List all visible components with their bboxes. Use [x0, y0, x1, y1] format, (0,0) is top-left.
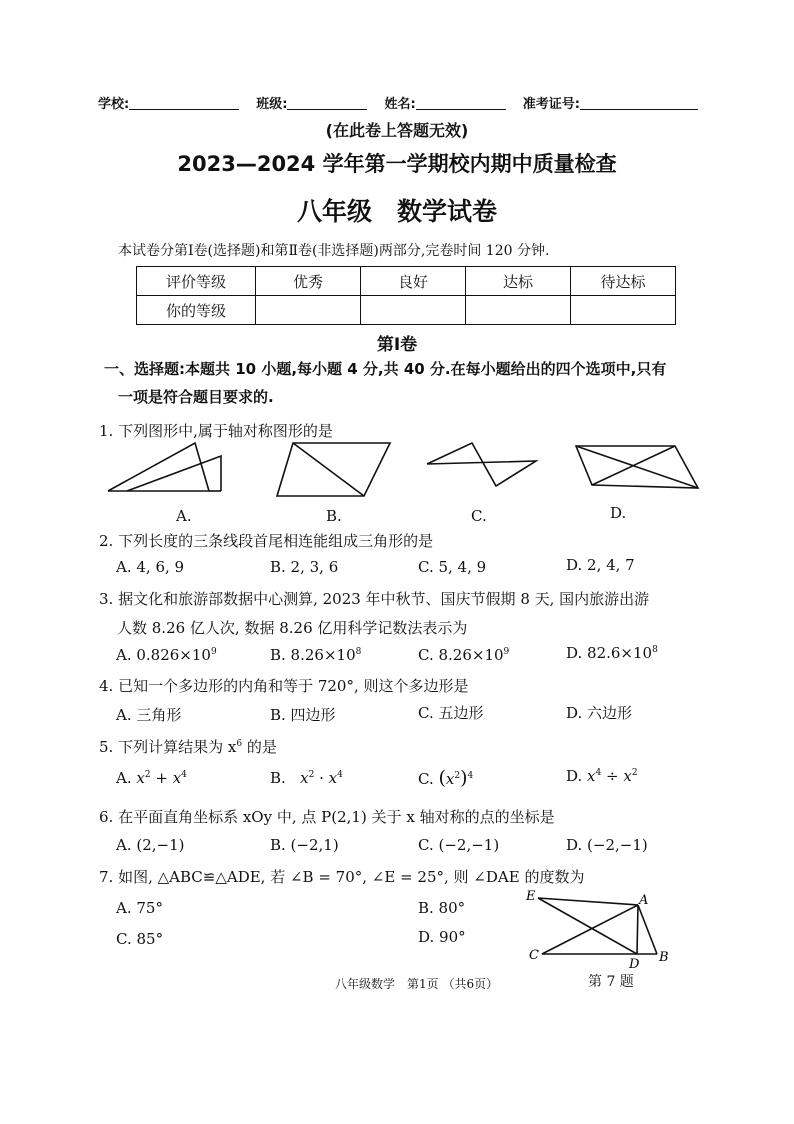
page-subtitle: 八年级 数学试卷 — [296, 197, 497, 226]
q7-line-ad — [637, 905, 638, 954]
q2-option-a[interactable]: A. 4, 6, 9 — [116, 558, 185, 576]
q7-line-ed — [538, 898, 637, 954]
grade-input-cell[interactable] — [466, 296, 571, 325]
grade-input-cell[interactable] — [361, 296, 466, 325]
intro-text: 本试卷分第Ⅰ卷(选择题)和第Ⅱ卷(非选择题)两部分,完卷时间 120 分钟. — [118, 243, 550, 259]
q7-option-c[interactable]: C. 85° — [116, 930, 164, 948]
q1-figure-a — [108, 443, 221, 491]
q5-option-d-label: D. — [566, 767, 583, 785]
grade-cell: 良好 — [361, 267, 466, 296]
grade-cell: 评价等级 — [137, 267, 256, 296]
name-field[interactable] — [416, 97, 506, 110]
q1-figure-c — [427, 443, 536, 486]
q5-stem-post: 的是 — [242, 738, 277, 756]
q7-option-b[interactable]: B. 80° — [418, 899, 466, 917]
school-label: 学校: — [98, 97, 130, 112]
grade-table-row — [137, 267, 676, 296]
q3-option-c-text: C. 8.26×10 — [418, 646, 504, 664]
q2-option-c[interactable]: C. 5, 4, 9 — [418, 558, 487, 576]
q7-figure — [520, 884, 685, 972]
q3-option-b-text: B. 8.26×10 — [270, 646, 356, 664]
q7-figure-caption: 第 7 题 — [588, 974, 634, 990]
q7-label-e: E — [526, 889, 536, 904]
q6-option-a[interactable]: A. (2,−1) — [116, 836, 185, 854]
q6-option-d[interactable]: D. (−2,−1) — [566, 836, 648, 854]
q1-option-a[interactable]: A. — [176, 507, 192, 525]
q5-option-b-label: B. — [270, 769, 286, 787]
name-label: 姓名: — [384, 97, 416, 112]
q3-option-a-exp: 9 — [210, 647, 217, 657]
grade-input-cell[interactable] — [571, 296, 676, 325]
q2-option-b[interactable]: B. 2, 3, 6 — [270, 558, 339, 576]
q7-label-c: C — [529, 948, 539, 963]
header-line — [98, 93, 698, 112]
q3-stem-line1: 3. 据文化和旅游部数据中心测算, 2023 年中秋节、国庆节假期 8 天, 国内旅游出游 — [99, 590, 650, 608]
q3-option-c[interactable] — [418, 646, 509, 664]
q3-option-a-text: A. 0.826×10 — [116, 646, 211, 664]
q5-option-d[interactable]: D. $x^4 \div x^2$ — [566, 767, 638, 785]
q6-stem: 6. 在平面直角坐标系 xOy 中, 点 P(2,1) 关于 x 轴对称的点的坐标是 — [99, 808, 555, 826]
q5-option-c-label: C. — [418, 770, 434, 788]
q4-stem: 4. 已知一个多边形的内角和等于 720°, 则这个多边形是 — [99, 677, 469, 695]
notice: (在此卷上答题无效) — [325, 121, 469, 140]
q4-option-a[interactable]: A. 三角形 — [116, 706, 182, 724]
page-title: 2023—2024 学年第一学期校内期中质量检查 — [177, 152, 617, 176]
q3-option-d[interactable] — [566, 644, 658, 662]
q5-stem — [99, 736, 277, 757]
grade-cell: 优秀 — [256, 267, 361, 296]
q1-option-c[interactable]: C. — [471, 507, 487, 525]
grade-table — [136, 266, 676, 325]
q5-option-a[interactable]: A. $x^2 + x^4$ — [116, 769, 187, 787]
q4-option-d[interactable]: D. 六边形 — [566, 704, 633, 722]
q4-option-b[interactable]: B. 四边形 — [270, 706, 336, 724]
q7-label-a: A — [639, 893, 649, 908]
q3-option-d-exp: 8 — [652, 645, 658, 655]
grade-cell: 你的等级 — [137, 296, 256, 325]
school-field[interactable] — [129, 97, 239, 110]
q5-option-c[interactable]: C. $(x^2)^4$ — [418, 767, 474, 789]
q7-label-d: D — [629, 957, 640, 972]
class-label: 班级: — [256, 97, 288, 112]
q3-option-a[interactable] — [116, 646, 217, 664]
q7-stem: 7. 如图, △ABC≌△ADE, 若 ∠B = 70°, ∠E = 25°, 则 ∠DAE 的度数为 — [99, 868, 585, 886]
grade-input-cell[interactable] — [256, 296, 361, 325]
q1-stem: 1. 下列图形中,属于轴对称图形的是 — [99, 422, 333, 440]
q7-option-a[interactable]: A. 75° — [116, 899, 163, 917]
grade-cell: 达标 — [466, 267, 571, 296]
q5-stem-pre: 5. 下列计算结果为 x — [99, 738, 237, 756]
q3-option-b-exp: 8 — [355, 647, 362, 657]
q7-line-ab — [638, 905, 657, 954]
q7-option-d[interactable]: D. 90° — [418, 928, 466, 946]
q3-option-c-exp: 9 — [503, 647, 510, 657]
q3-option-b[interactable] — [270, 646, 361, 664]
q3-option-d-text: D. 82.6×10 — [566, 644, 653, 662]
grade-table-row — [137, 296, 676, 325]
q7-label-b: B — [659, 950, 669, 965]
q5-option-b[interactable]: B. $x^2 \cdot x^4$ — [270, 769, 343, 787]
grade-cell: 待达标 — [571, 267, 676, 296]
section1-line2: 一项是符合题目要求的. — [118, 388, 274, 406]
q2-stem: 2. 下列长度的三条线段首尾相连能组成三角形的是 — [99, 532, 434, 550]
ticket-label: 准考证号: — [522, 97, 580, 112]
ticket-field[interactable] — [580, 97, 698, 110]
page-footer: 八年级数学 第1页 （共6页） — [335, 977, 499, 991]
q4-option-c[interactable]: C. 五边形 — [418, 704, 484, 722]
part1-title: 第Ⅰ卷 — [376, 335, 418, 355]
q1-option-d[interactable]: D. — [610, 504, 627, 522]
q2-option-d[interactable]: D. 2, 4, 7 — [566, 556, 635, 574]
q1-figure-b — [277, 443, 390, 496]
q5-stem-exp: 6 — [236, 739, 243, 749]
class-field[interactable] — [287, 97, 367, 110]
q6-option-b[interactable]: B. (−2,1) — [270, 836, 339, 854]
q6-option-c[interactable]: C. (−2,−1) — [418, 836, 500, 854]
q5-option-a-label: A. — [116, 769, 132, 787]
q1-option-b[interactable]: B. — [326, 507, 342, 525]
section1-line1: 一、选择题:本题共 10 小题,每小题 4 分,共 40 分.在每小题给出的四个选项中,只有 — [104, 360, 667, 378]
q3-stem-line2: 人数 8.26 亿人次, 数据 8.26 亿用科学记数法表示为 — [117, 619, 468, 637]
q1-figure-d — [576, 446, 698, 488]
q7-line-ea — [538, 898, 638, 905]
